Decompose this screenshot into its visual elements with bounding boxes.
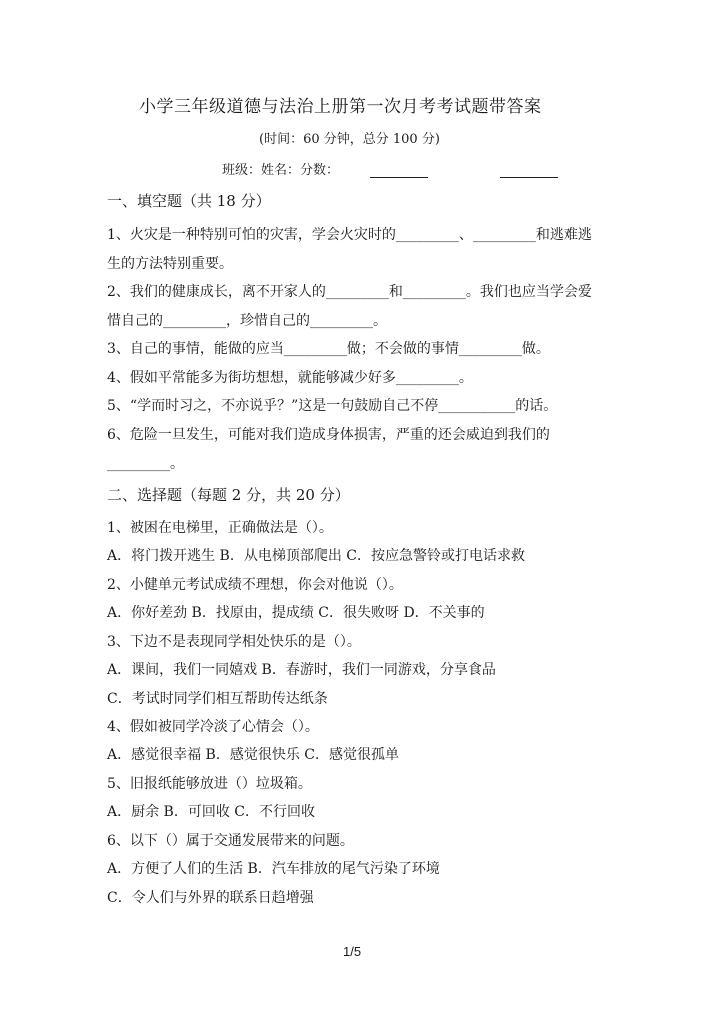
- fill-question-line: 2、我们的健康成长，离不开家人的_________和_________。我们也应当学会爱: [107, 284, 592, 300]
- student-info-label: 班级：姓名：分数：: [222, 163, 340, 178]
- info-blank-2: [500, 177, 558, 178]
- fill-question-line: 1、火灾是一种特别可怕的灾害，学会火灾时的_________、_________和逃难逃: [107, 227, 592, 243]
- choice-option-line: A．你好差劲 B．找原由，提成绩 C．很失败呀 D．不关事的: [107, 605, 485, 621]
- choice-option-line: A．课间，我们一同嬉戏 B．春游时，我们一同游戏，分享食品: [107, 662, 496, 678]
- choice-question-line: 2、小健单元考试成绩不理想，你会对他说（）。: [107, 577, 403, 593]
- choice-option-line: A．将门拨开逃生 B．从电梯顶部爬出 C．按应急警铃或打电话求救: [107, 548, 526, 564]
- choice-question-line: 1、被困在电梯里，正确做法是（）。: [107, 520, 333, 536]
- choice-option-line: A．感觉很幸福 B．感觉很快乐 C．感觉很孤单: [107, 747, 400, 763]
- info-blank-1: [370, 177, 428, 178]
- choice-question-line: 5、旧报纸能够放进（）垃圾箱。: [107, 776, 312, 792]
- choice-option-line: C．考试时同学们相互帮助传达纸条: [107, 691, 328, 707]
- page-title: 小学三年级道德与法治上册第一次月考考试题带答案: [139, 97, 542, 117]
- fill-question-line: 3、自己的事情，能做的应当_________做；不会做的事情_________做。: [107, 341, 550, 357]
- choice-question-line: 4、假如被同学冷淡了心情会（）。: [107, 719, 319, 735]
- choice-option-line: A．厨余 B．可回收 C．不行回收: [107, 804, 316, 820]
- fill-question-line: 惜自己的_________，珍惜自己的_________。: [107, 313, 387, 329]
- fill-question-line: 5、“学而时习之，不亦说乎？”这是一句鼓励自己不停___________的话。: [107, 398, 558, 414]
- choice-option-line: C．令人们与外界的联系日趋增强: [107, 890, 314, 906]
- choice-question-line: 6、以下（）属于交通发展带来的问题。: [107, 833, 354, 849]
- section-heading-fill-blank: 一、填空题（共 18 分）: [107, 192, 271, 210]
- page-number: 1/5: [343, 944, 362, 959]
- section-heading-choice: 二、选择题（每题 2 分，共 20 分）: [107, 486, 350, 504]
- choice-option-line: A．方便了人们的生活 B．汽车排放的尾气污染了环境: [107, 861, 440, 877]
- exam-time-info: (时间：60 分钟，总分 100 分): [259, 132, 440, 147]
- fill-question-line: 6、危险一旦发生，可能对我们造成身体损害，严重的还会威迫到我们的: [107, 427, 550, 443]
- choice-question-line: 3、下边不是表现同学相处快乐的是（）。: [107, 634, 361, 650]
- fill-question-line: 生的方法特别重要。: [107, 256, 233, 272]
- fill-question-line: _________。: [107, 456, 184, 472]
- fill-question-line: 4、假如平常能多为街坊想想，就能够减少好多_________。: [107, 370, 473, 386]
